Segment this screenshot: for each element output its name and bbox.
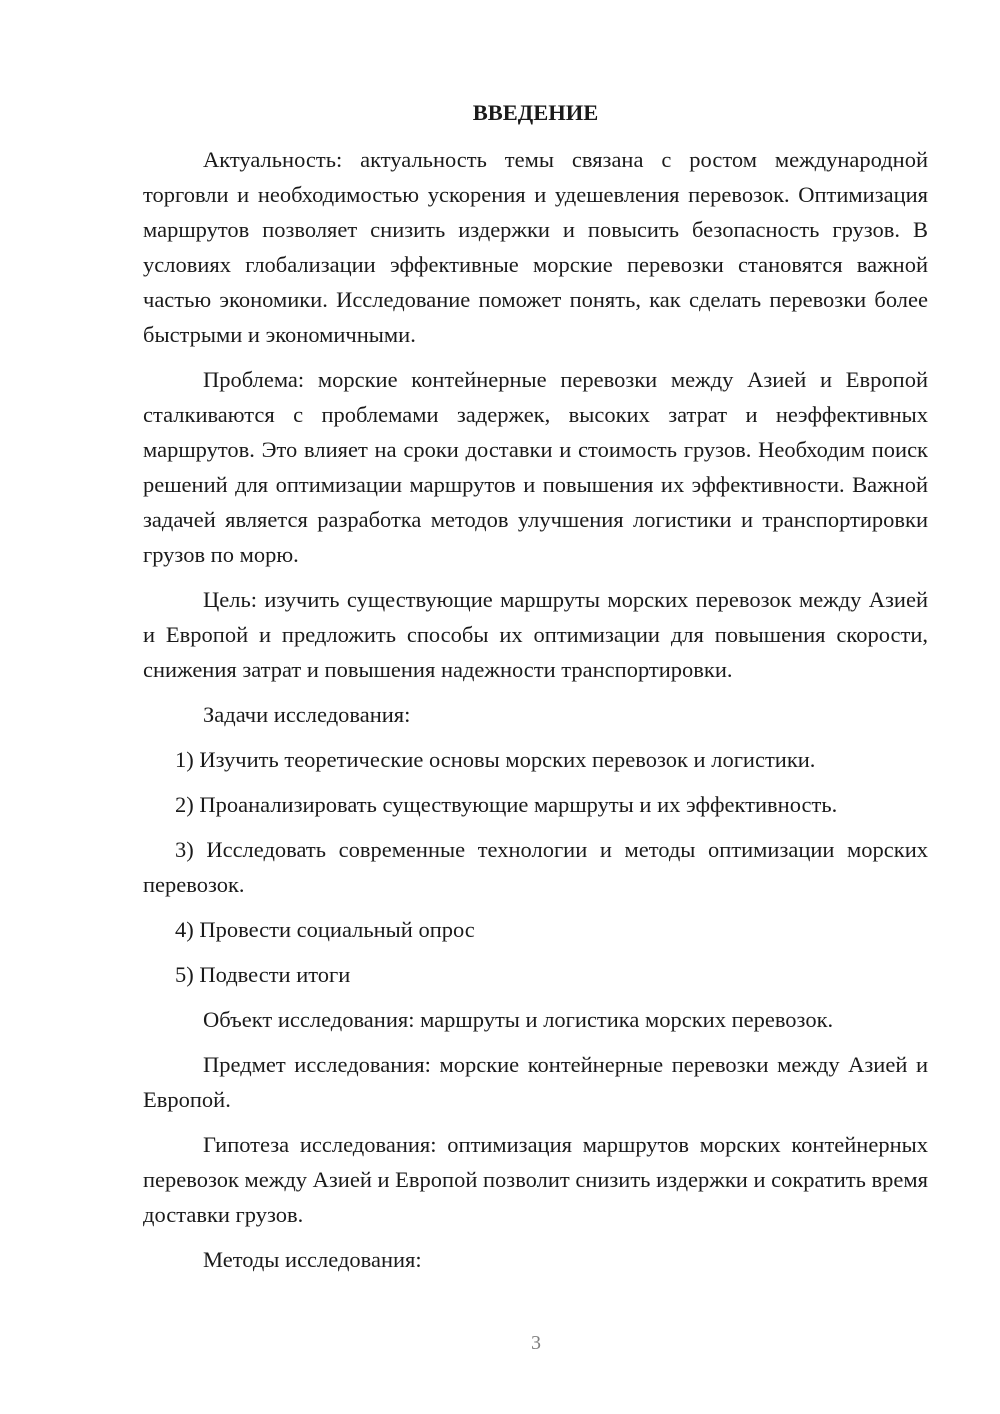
paragraph-subject: Предмет исследования: морские контейнерные перевозки между Азией и Европой. (143, 1052, 928, 1112)
tasks-heading: Задачи исследования: (203, 702, 411, 727)
task-item-2: 2) Проанализировать существующие маршруты и их эффективность. (175, 792, 838, 817)
paragraph-goal: Цель: изучить существующие маршруты морских перевозок между Азией и Европой и предложить способы их оптимизации для повышения скорости, снижения затрат и повышения надежности транспортировки. (143, 587, 928, 682)
paragraph-hypothesis: Гипотеза исследования: оптимизация маршрутов морских контейнерных перевозок между Азией и Европой позволит снизить издержки и сократить время доставки грузов. (143, 1132, 928, 1227)
paragraph-object: Объект исследования: маршруты и логистика морских перевозок. (203, 1007, 834, 1032)
task-item-4: 4) Провести социальный опрос (175, 917, 475, 942)
document-page (143, 95, 928, 1287)
task-item-5: 5) Подвести итоги (175, 962, 351, 987)
paragraph-problem: Проблема: морские контейнерные перевозки между Азией и Европой сталкиваются с проблемами задержек, высоких затрат и неэффективных маршрутов. Это влияет на сроки доставки и стоимость грузов. Необходим поиск решений для оптимизации маршрутов и повышения их эффективности. Важной задачей является разработка методов улучшения логистики и транспортировки грузов по морю. (143, 367, 928, 567)
paragraph-methods: Методы исследования: (203, 1247, 422, 1272)
section-heading: ВВЕДЕНИЕ (472, 100, 599, 125)
task-item-1: 1) Изучить теоретические основы морских перевозок и логистики. (175, 747, 816, 772)
task-item-3: 3) Исследовать современные технологии и методы оптимизации морских перевозок. (143, 837, 928, 897)
paragraph-actuality: Актуальность: актуальность темы связана с ростом международной торговли и необходимостью ускорения и удешевления перевозок. Оптимизация маршрутов позволяет снизить издержки и повысить безопасность грузов. В условиях глобализации эффективные морские перевозки становятся важной частью экономики. Исследование поможет понять, как сделать перевозки более быстрыми и экономичными. (143, 147, 928, 347)
page-number: 3 (531, 1332, 541, 1354)
